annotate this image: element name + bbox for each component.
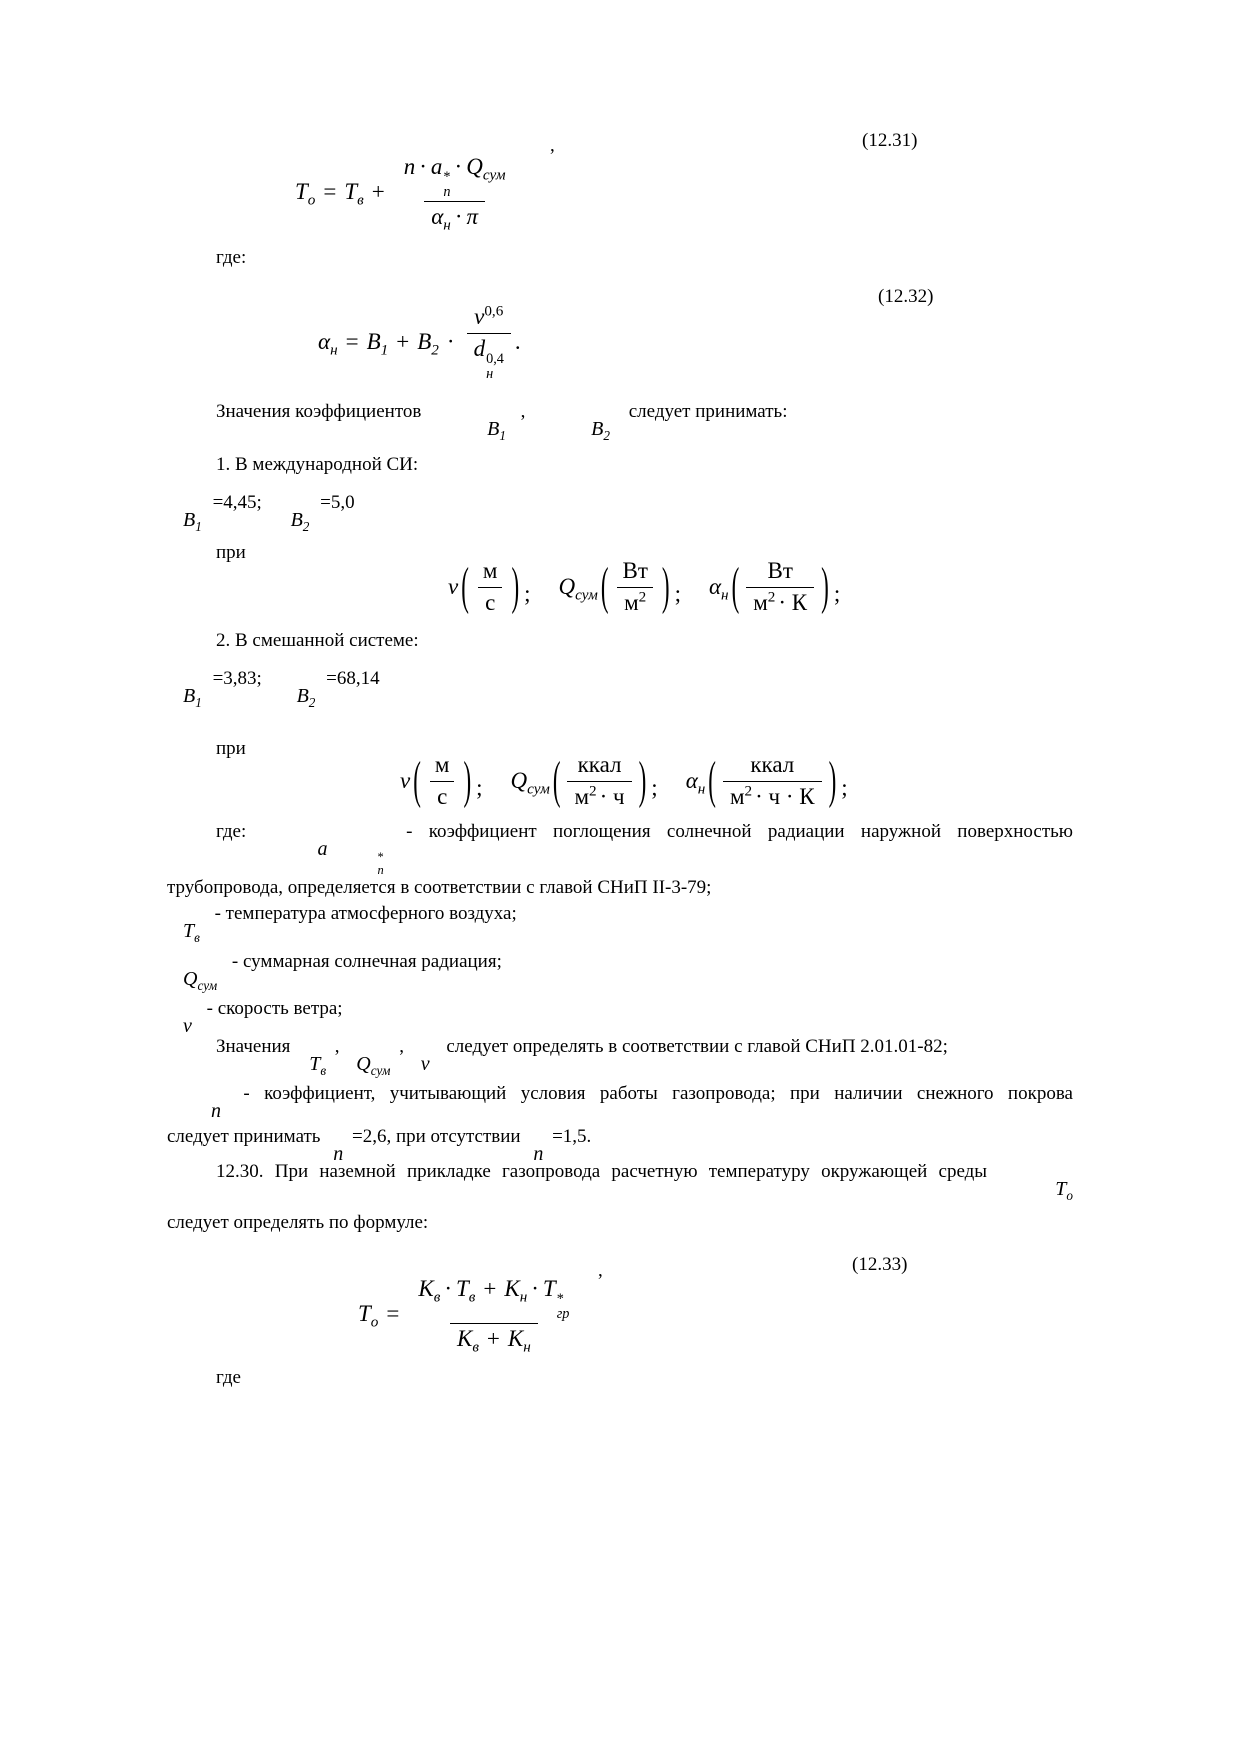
var-T-v <box>344 179 364 209</box>
numerator <box>411 1274 576 1323</box>
subscript: в <box>357 192 364 209</box>
numerator: Вт <box>622 558 648 583</box>
denominator <box>567 781 631 813</box>
equals-sign: = <box>323 179 337 205</box>
text-run: - скорость ветра; <box>206 998 343 1019</box>
var: v <box>448 574 459 600</box>
unit: · ч · К <box>755 783 815 809</box>
line-tv-definition <box>183 900 517 945</box>
var: n <box>533 1143 544 1165</box>
left-paren: ( <box>552 752 561 809</box>
var: v <box>474 304 485 329</box>
var: T <box>295 179 308 205</box>
var: T <box>309 1053 321 1075</box>
superscript: 0,6 <box>484 302 504 320</box>
var: B <box>366 329 381 355</box>
subscript: н <box>721 586 729 604</box>
var-Q-sum <box>558 574 598 604</box>
numerator <box>467 302 510 333</box>
subscript: о <box>1066 1188 1073 1203</box>
label-gde-2: где: <box>216 821 247 842</box>
sup-sub-stack <box>443 170 450 200</box>
unit: м <box>753 589 768 615</box>
formula-12-32 <box>318 302 521 383</box>
var: B <box>296 685 309 707</box>
unit-alpha <box>686 750 848 813</box>
var: K <box>507 1326 524 1352</box>
fraction <box>428 750 457 813</box>
subscript: сум <box>482 166 506 184</box>
var: v <box>420 1053 430 1075</box>
subscript: н <box>523 1338 531 1356</box>
semicolon: ; <box>476 774 483 800</box>
var: B <box>591 418 604 440</box>
right-paren: ) <box>821 558 829 615</box>
numerator: м <box>434 752 450 777</box>
fraction <box>476 556 505 619</box>
unit-v <box>448 556 531 619</box>
symbol-B2 <box>542 416 610 443</box>
symbol-a-star-n <box>269 836 384 877</box>
var: Q <box>183 968 198 990</box>
equals-sign: = <box>386 1301 400 1327</box>
subscript: сум <box>527 780 550 798</box>
text-run: =2,6, при отсутствии <box>351 1126 521 1147</box>
right-paren: ) <box>511 558 520 615</box>
subscript: гр <box>556 1306 570 1323</box>
plus-sign: + <box>371 179 385 205</box>
text-run: следует принимать <box>167 1126 321 1147</box>
text-run: - коэффициент, учитывающий условия работы газопровода; при наличии снежного покрова <box>243 1083 1073 1104</box>
superscript: * <box>443 169 451 186</box>
var: Q <box>466 154 483 179</box>
subscript: n <box>377 863 384 878</box>
var: n <box>333 1143 344 1165</box>
fraction <box>467 302 511 383</box>
subscript: н <box>443 216 451 234</box>
var: Q <box>558 574 576 600</box>
units-row-mixed <box>400 750 848 813</box>
semicolon: ; <box>841 774 848 800</box>
symbol-B2 <box>291 507 310 534</box>
semicolon: ; <box>651 774 658 800</box>
comma: , <box>520 401 526 422</box>
var-alpha-n <box>685 768 706 798</box>
var: K <box>504 1276 520 1301</box>
subscript: 1 <box>380 342 389 359</box>
superscript: * <box>556 1291 564 1308</box>
var-alpha-n <box>318 329 338 359</box>
label-gde-3: где <box>216 1367 241 1388</box>
unit-alpha <box>709 556 840 619</box>
subscript: н <box>697 780 706 798</box>
symbol-B1 <box>438 416 506 443</box>
text-run: следует принимать: <box>628 401 788 422</box>
label-pri-1: при <box>216 542 246 563</box>
superscript: 2 <box>767 588 776 606</box>
subscript: в <box>320 1063 327 1078</box>
left-paren: ( <box>600 558 609 615</box>
var: B <box>417 329 432 355</box>
var: T <box>542 1276 556 1301</box>
subscript: сум <box>370 1063 391 1078</box>
var: d <box>473 335 486 361</box>
var-T-o <box>358 1301 379 1331</box>
subscript: н <box>486 365 494 382</box>
text-run: Значения коэффициентов <box>216 401 422 422</box>
semicolon: ; <box>674 580 681 606</box>
right-paren: ) <box>828 752 837 809</box>
subscript: n <box>443 184 451 201</box>
numerator: м <box>482 558 498 583</box>
var: n <box>211 1100 221 1122</box>
denominator <box>746 587 814 619</box>
denominator <box>617 587 653 619</box>
var-B1 <box>366 329 389 359</box>
var: v <box>183 1015 192 1037</box>
subscript: 2 <box>302 519 310 534</box>
dot-operator: · <box>454 154 463 179</box>
value: =3,83; <box>212 668 262 689</box>
label-pri-2: при <box>216 738 246 759</box>
text-run: Значения <box>216 1036 291 1057</box>
var: n <box>403 154 416 179</box>
dot-operator: · <box>419 154 427 179</box>
var: T <box>455 1276 469 1301</box>
dot-operator: · <box>454 204 463 230</box>
value: =4,45; <box>212 492 262 513</box>
symbol-T-v <box>309 1051 326 1078</box>
subscript: в <box>433 1288 441 1306</box>
value: =68,14 <box>326 668 380 689</box>
paragraph-coefficients <box>167 398 1073 443</box>
denominator <box>424 201 485 233</box>
superscript: 2 <box>638 588 647 606</box>
var: α <box>318 329 331 355</box>
values-si <box>183 489 355 534</box>
denominator <box>450 1323 538 1355</box>
unit-v <box>400 750 483 813</box>
numerator <box>397 152 513 201</box>
subscript: о <box>370 1314 379 1331</box>
left-paren: ( <box>731 558 740 615</box>
values-mixed <box>183 665 380 710</box>
paragraph-a-definition-cont: трубопровода, определяется в соответствии с главой СНиП II-3-79; <box>167 877 712 898</box>
period: . <box>514 329 521 355</box>
text-run: - коэффициент поглощения солнечной радиации наружной поверхностью <box>406 821 1073 842</box>
superscript: 2 <box>589 782 597 800</box>
var: Q <box>356 1053 371 1075</box>
line-q-definition <box>183 948 502 993</box>
equation-number-12-33: (12.33) <box>852 1254 908 1275</box>
semicolon: ; <box>833 580 841 606</box>
denominator: с <box>478 587 502 619</box>
units-row-si <box>448 556 840 619</box>
superscript: * <box>377 850 384 865</box>
subscript: сум <box>575 586 598 604</box>
unit: м <box>729 783 745 809</box>
superscript: 0,4 <box>486 350 504 367</box>
text-run: - температура атмосферного воздуха; <box>214 903 517 924</box>
denominator <box>723 781 822 813</box>
plus-sign: + <box>486 1326 500 1352</box>
var: T <box>358 1301 371 1327</box>
text-run: 12.30. При наземной прикладке газопровода расчетную температуру окружающей среды <box>216 1161 988 1182</box>
dot-operator: · <box>444 1276 452 1301</box>
equation-12-31-trailing-comma: , <box>550 135 555 156</box>
symbol-v <box>183 1013 192 1040</box>
subscript: в <box>468 1288 476 1306</box>
left-paren: ( <box>413 752 421 809</box>
fraction <box>567 750 631 813</box>
equation-number-12-31: (12.31) <box>862 130 918 151</box>
symbol-B1 <box>183 507 202 534</box>
text-run: =1,5. <box>552 1126 592 1147</box>
subscript: 1 <box>195 519 202 534</box>
label-gde-1: где: <box>216 247 247 268</box>
text-run: - суммарная солнечная радиация; <box>231 951 502 972</box>
var: a <box>430 154 443 179</box>
subscript: 1 <box>195 695 202 710</box>
paragraph-12-30-cont: следует определять по формуле: <box>167 1212 429 1233</box>
comma: , <box>399 1036 404 1057</box>
line-n-values <box>167 1123 592 1165</box>
heading-mixed: 2. В смешанной системе: <box>216 630 419 651</box>
symbol-Q-sum <box>356 1051 390 1078</box>
symbol-T-o <box>1006 1176 1073 1203</box>
subscript: о <box>307 192 316 209</box>
fraction <box>746 556 814 619</box>
var: Q <box>510 768 528 794</box>
dot-operator: · <box>531 1276 539 1301</box>
symbol-B2 <box>297 683 316 710</box>
unit-Q <box>559 556 681 619</box>
denominator <box>467 333 511 383</box>
var: B <box>183 509 196 531</box>
subscript: 2 <box>603 428 610 443</box>
var-T-o <box>295 179 316 209</box>
paragraph-a-definition <box>167 818 1073 878</box>
symbol-B1 <box>183 683 202 710</box>
subscript: 2 <box>431 342 439 359</box>
var: B <box>487 418 500 440</box>
subscript: 1 <box>499 428 506 443</box>
paragraph-n-definition <box>167 1080 1073 1122</box>
text-run: следует определять в соответствии с главой СНиП 2.01.01-82; <box>446 1036 948 1057</box>
var: T <box>344 179 358 205</box>
equation-number-12-32: (12.32) <box>878 286 934 307</box>
var: K <box>456 1326 473 1352</box>
unit: м <box>624 589 639 615</box>
right-paren: ) <box>638 752 647 809</box>
numerator: ккал <box>750 752 795 777</box>
symbol-T-v <box>183 918 200 945</box>
right-paren: ) <box>661 558 670 615</box>
var: a <box>317 838 328 860</box>
var: T <box>183 920 195 942</box>
subscript: н <box>330 342 338 359</box>
var: K <box>418 1276 434 1301</box>
symbol-v <box>421 1051 430 1078</box>
plus-sign: + <box>483 1276 497 1301</box>
subscript: н <box>519 1288 528 1306</box>
subscript: в <box>194 930 200 945</box>
formula-12-31 <box>295 152 517 233</box>
var: α <box>708 574 722 600</box>
subscript: сум <box>197 978 218 993</box>
comma: , <box>334 1036 340 1057</box>
var-alpha-n <box>708 574 729 604</box>
unit: м <box>574 783 590 809</box>
subscript: 2 <box>308 695 316 710</box>
var: α <box>431 204 444 230</box>
unit: · ч <box>599 783 625 809</box>
var: α <box>685 768 698 794</box>
line-v-definition <box>183 995 343 1037</box>
sup-sub-stack <box>486 352 504 382</box>
paragraph-znacheniya <box>216 1033 948 1078</box>
right-paren: ) <box>463 752 472 809</box>
paragraph-12-30 <box>167 1158 1073 1203</box>
var: v <box>400 768 411 794</box>
fraction <box>411 1274 576 1355</box>
var: T <box>1055 1178 1067 1200</box>
symbol-Q-sum <box>183 966 217 993</box>
var: π <box>466 204 479 230</box>
left-paren: ( <box>708 752 716 809</box>
numerator: Вт <box>767 558 793 583</box>
sup-sub-stack <box>329 851 384 877</box>
dot-operator: · <box>446 329 455 355</box>
fraction <box>397 152 513 233</box>
var-B2 <box>417 329 439 359</box>
symbol-n <box>189 1098 221 1125</box>
unit: · К <box>778 589 808 615</box>
subscript: в <box>472 1338 479 1356</box>
equation-12-33-trailing-comma: , <box>598 1260 603 1281</box>
value: =5,0 <box>320 492 355 513</box>
plus-sign: + <box>396 329 410 355</box>
formula-12-33 <box>358 1274 580 1355</box>
denominator: с <box>430 781 454 813</box>
var-Q-sum <box>510 768 550 798</box>
var: B <box>183 685 196 707</box>
left-paren: ( <box>461 558 469 615</box>
equals-sign: = <box>345 329 359 355</box>
unit-Q <box>511 750 658 813</box>
numerator: ккал <box>577 752 622 777</box>
heading-si: 1. В международной СИ: <box>216 454 419 475</box>
fraction <box>615 556 654 619</box>
superscript: 2 <box>744 782 753 800</box>
fraction <box>723 750 822 813</box>
var: B <box>290 509 303 531</box>
semicolon: ; <box>524 580 531 606</box>
sup-sub-stack <box>557 1292 570 1322</box>
